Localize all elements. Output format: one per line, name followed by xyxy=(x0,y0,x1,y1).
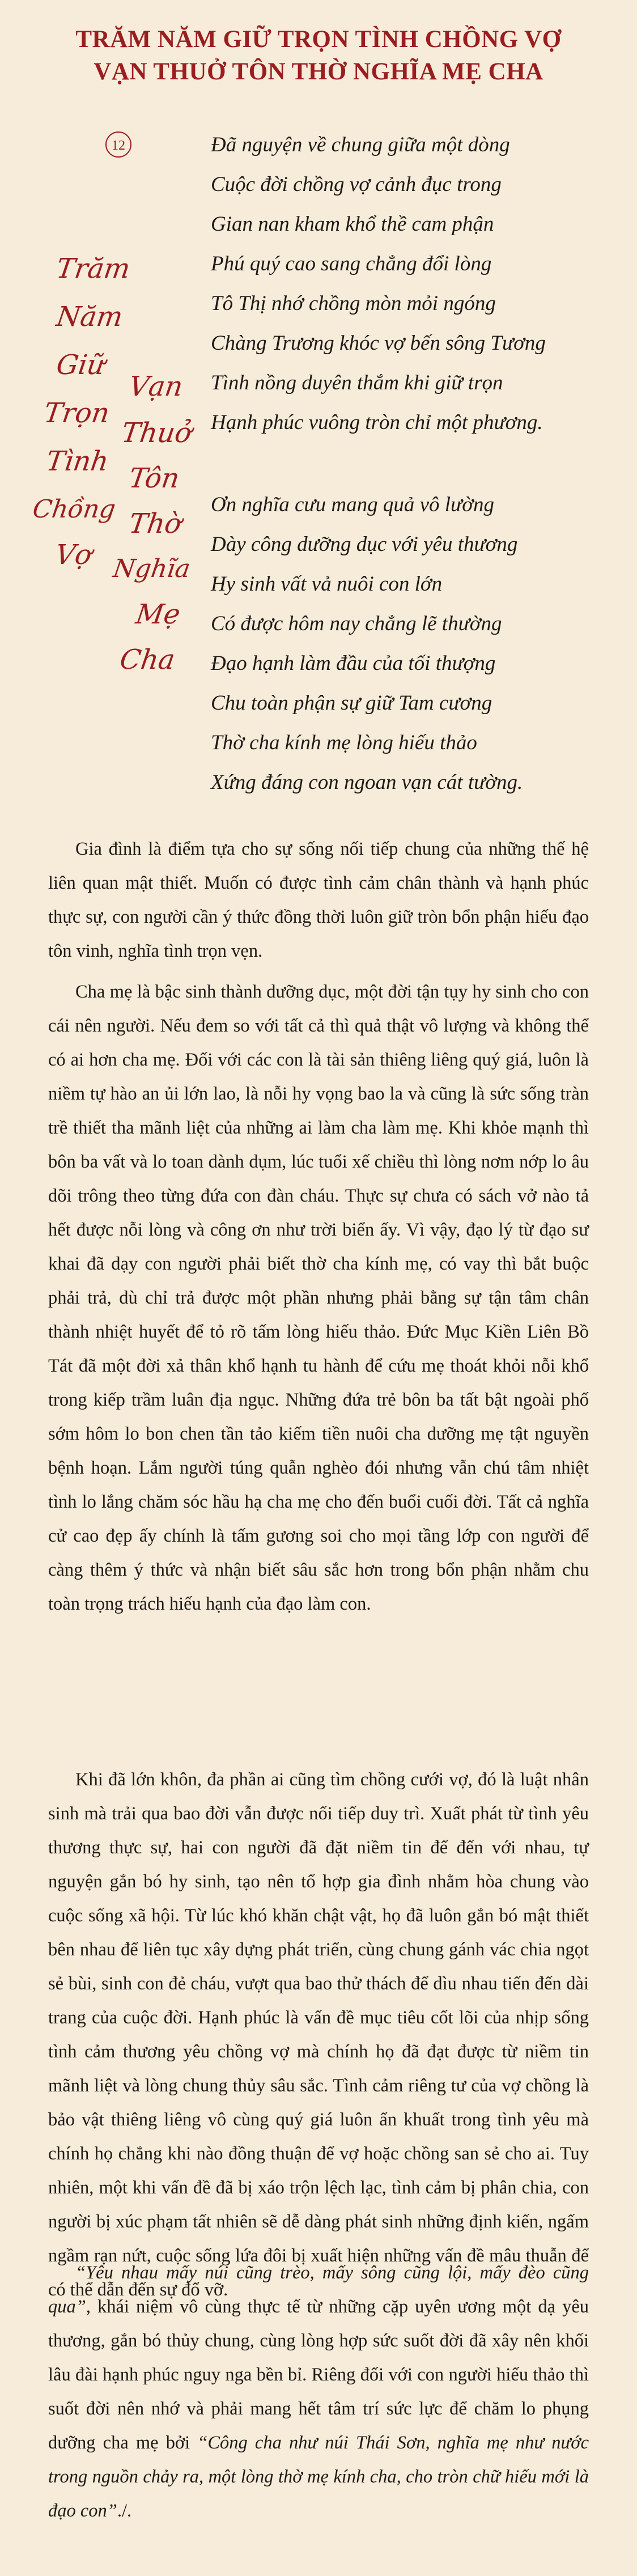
poem-line: Phú quý cao sang chẳng đổi lòng xyxy=(211,252,492,275)
calligraphy-right-7: Cha xyxy=(118,644,177,676)
quote-yeu-nhau: “Yêu nhau mấy núi cũng trèo, mấy sông cũng lội, mấy đèo cũng qua” xyxy=(48,2263,589,2317)
calligraphy-right-4: Thờ xyxy=(127,508,184,540)
poem-line: Tô Thị nhớ chồng mòn mỏi ngóng xyxy=(211,292,496,315)
poem-line: Đạo hạnh làm đầu của tối thượng xyxy=(211,652,496,675)
paragraph-1: Gia đình là điểm tựa cho sự sống nối tiếp chung của những thế hệ liên quan mật thiết. Muốn có được tình cảm chân thành và hạnh phúc thực sự, con người cần ý thức đồng thời luôn giữ tròn bổn phận hiếu đạo tôn vinh, nghĩa tình trọn vẹn. xyxy=(48,839,589,961)
title-line-2: VẠN THUỞ TÔN THỜ NGHĨA MẸ CHA xyxy=(94,58,543,85)
poem-line: Hy sinh vất vả nuôi con lớn xyxy=(211,572,443,596)
poem-line: Đã nguyện về chung giữa một dòng xyxy=(211,133,510,156)
calligraphy-left-2: Năm xyxy=(54,301,125,333)
paragraph-2: Cha mẹ là bậc sinh thành dưỡng dục, một đời tận tụy hy sinh cho con cái nên người. Nếu đem so với tất cả thì quả thật vô lượng và không thể có ai hơn cha mẹ. Đối với các con là tài sản thiêng liêng quý giá, luôn là niềm tự hào an ủi lớn lao, là nỗi hy vọng bao la và cũng là sức sống tràn trề thiết tha mãnh liệt của những ai làm cha làm mẹ. Khi khỏe mạnh thì bôn ba vất và lo toan dành dụm, lúc tuổi xế chiều thì lòng nơm nớp lo âu dõi trông theo từng đứa con đàn cháu. Thực sự chưa có sách vở nào tả hết được nỗi lòng và công ơn như trời biển ấy. Vì vậy, đạo lý từ đạo sư khai đã dạy con người phải biết thờ cha kính mẹ, có vay thì bắt buộc phải trả, dù chỉ trả được một phần nhưng phải bằng sự tận tâm chân thành nhiệt huyết để tỏ rõ tấm lòng hiếu thảo. Đức Mục Kiền Liên Bồ Tát đã một đời xả thân khổ hạnh tu hành để cứu mẹ thoát khỏi nỗi khổ trong kiếp trầm luân địa ngục. Những đứa trẻ bôn ba tất bật ngoài phố sớm hôm lo bon chen tần tảo kiếm tiền nuôi cha dưỡng mẹ tật nguyền bệnh hoạn. Lắm người túng quẫn nghèo đói nhưng vẫn chú tâm nhiệt tình lo lắng chăm sóc hầu hạ cha mẹ cho đến buổi cuối đời. Tất cả nghĩa cử cao đẹp ấy chính là tấm gương soi cho mọi tầng lớp con người để càng thêm ý thức và nhận biết sâu sắc hơn trong bổn phận nhằm chu toàn trọng trách hiếu hạnh của đạo làm con. xyxy=(48,982,589,1614)
calligraphy-right-2: Thuở xyxy=(120,417,194,449)
calligraphy-left-3: Giữ xyxy=(54,349,107,381)
calligraphy-left-5: Tình xyxy=(44,445,111,477)
poem-line: Xứng đáng con ngoan vạn cát tường. xyxy=(211,771,523,794)
paragraph-4 xyxy=(48,2256,589,2528)
calligraphy-right-3: Tôn xyxy=(127,462,182,494)
calligraphy-left-4: Trọn xyxy=(42,397,112,429)
paragraph-4-body: , khái niệm vô cùng thực tế từ những cặp uyên ương một dạ yêu thương, gắn bó thủy chung, cùng lòng hợp sức suốt đời đã xây nên khối lâu đài hạnh phúc nguy nga bền bỉ. Riêng đối với con người hiếu thảo thì suốt đời nên nhớ và phải mang hết tâm trí sức lực để chăm lo phụng dưỡng cha mẹ bởi xyxy=(48,2297,589,2453)
title-line-1: TRĂM NĂM GIỮ TRỌN TÌNH CHỒNG VỢ xyxy=(75,26,562,53)
poem-line: Dày công dưỡng dục với yêu thương xyxy=(211,533,518,556)
poem-line: Gian nan kham khổ thề cam phận xyxy=(211,213,494,236)
calligraphy-right-5: Nghĩa xyxy=(111,554,192,583)
quote-cong-cha: “Công cha như núi Thái Sơn, nghĩa mẹ như nước trong nguồn chảy ra, một lòng thờ mẹ kính cha, cho tròn chữ hiếu mới là đạo con” xyxy=(48,2433,589,2521)
poem-line: Cuộc đời chồng vợ cảnh đục trong xyxy=(211,173,502,196)
poem-line: Thờ cha kính mẹ lòng hiếu thảo xyxy=(211,731,477,754)
calligraphy-right-1: Vạn xyxy=(127,371,185,402)
page-number-badge: 12 xyxy=(105,131,131,158)
calligraphy-left-1: Trăm xyxy=(54,253,133,285)
poem-line: Hạnh phúc vuông tròn chỉ một phương. xyxy=(211,411,543,434)
poem-line: Chàng Trương khóc vợ bến sông Tương xyxy=(211,332,546,355)
poem-line: Có được hôm nay chẳng lẽ thường xyxy=(211,612,502,635)
poem-line: Chu toàn phận sự giữ Tam cương xyxy=(211,691,492,715)
calligraphy-left-7: Vợ xyxy=(53,539,94,571)
calligraphy-left-6: Chồng xyxy=(31,495,118,524)
poem-line: Ơn nghĩa cưu mang quả vô lường xyxy=(211,493,494,516)
calligraphy-right-6: Mẹ xyxy=(134,599,182,630)
paragraph-4-end: ./. xyxy=(117,2501,132,2521)
poem-line: Tình nồng duyên thắm khi giữ trọn xyxy=(211,371,503,394)
paragraph-3: Khi đã lớn khôn, đa phần ai cũng tìm chồng cưới vợ, đó là luật nhân sinh mà trải qua bao đời vẫn được nối tiếp duy trì. Xuất phát từ tình yêu thương thực sự, hai con người đã đặt niềm tin để đến với nhau, tự nguyện gắn bó hy sinh, tạo nên tổ hợp gia đình nhằm hòa chung vào cuộc sống xã hội. Từ lúc khó khăn chật vật, họ đã luôn gắn bó mật thiết bên nhau để liên tục xây dựng phát triển, cùng chung gánh vác chia ngọt sẻ bùi, sinh con đẻ cháu, vượt qua bao thử thách để dìu nhau tiến đến dài trang của cuộc đời. Hạnh phúc là vấn đề mục tiêu cốt lõi của nhịp sống tình cảm thương yêu chồng vợ mà chính họ đã đạt được từ niềm tin mãnh liệt và lòng chung thủy sâu sắc. Tình cảm riêng tư của vợ chồng là bảo vật thiêng liêng vô cùng quý giá luôn ẩn khuất trong tình yêu mà chính họ chẳng khi nào đồng thuận để vợ hoặc chồng san sẻ cho ai. Tuy nhiên, một khi vấn đề đã bị xáo trộn lệch lạc, tình cảm bị phân chia, con người bị xúc phạm tất nhiên sẽ dễ dàng phát sinh những định kiến, ngấm ngầm rạn nứt, cuộc sống lứa đôi bị xuất hiện những vấn đề mâu thuẫn để có thể dẫn đến sự đổ vỡ. xyxy=(48,1769,589,2300)
